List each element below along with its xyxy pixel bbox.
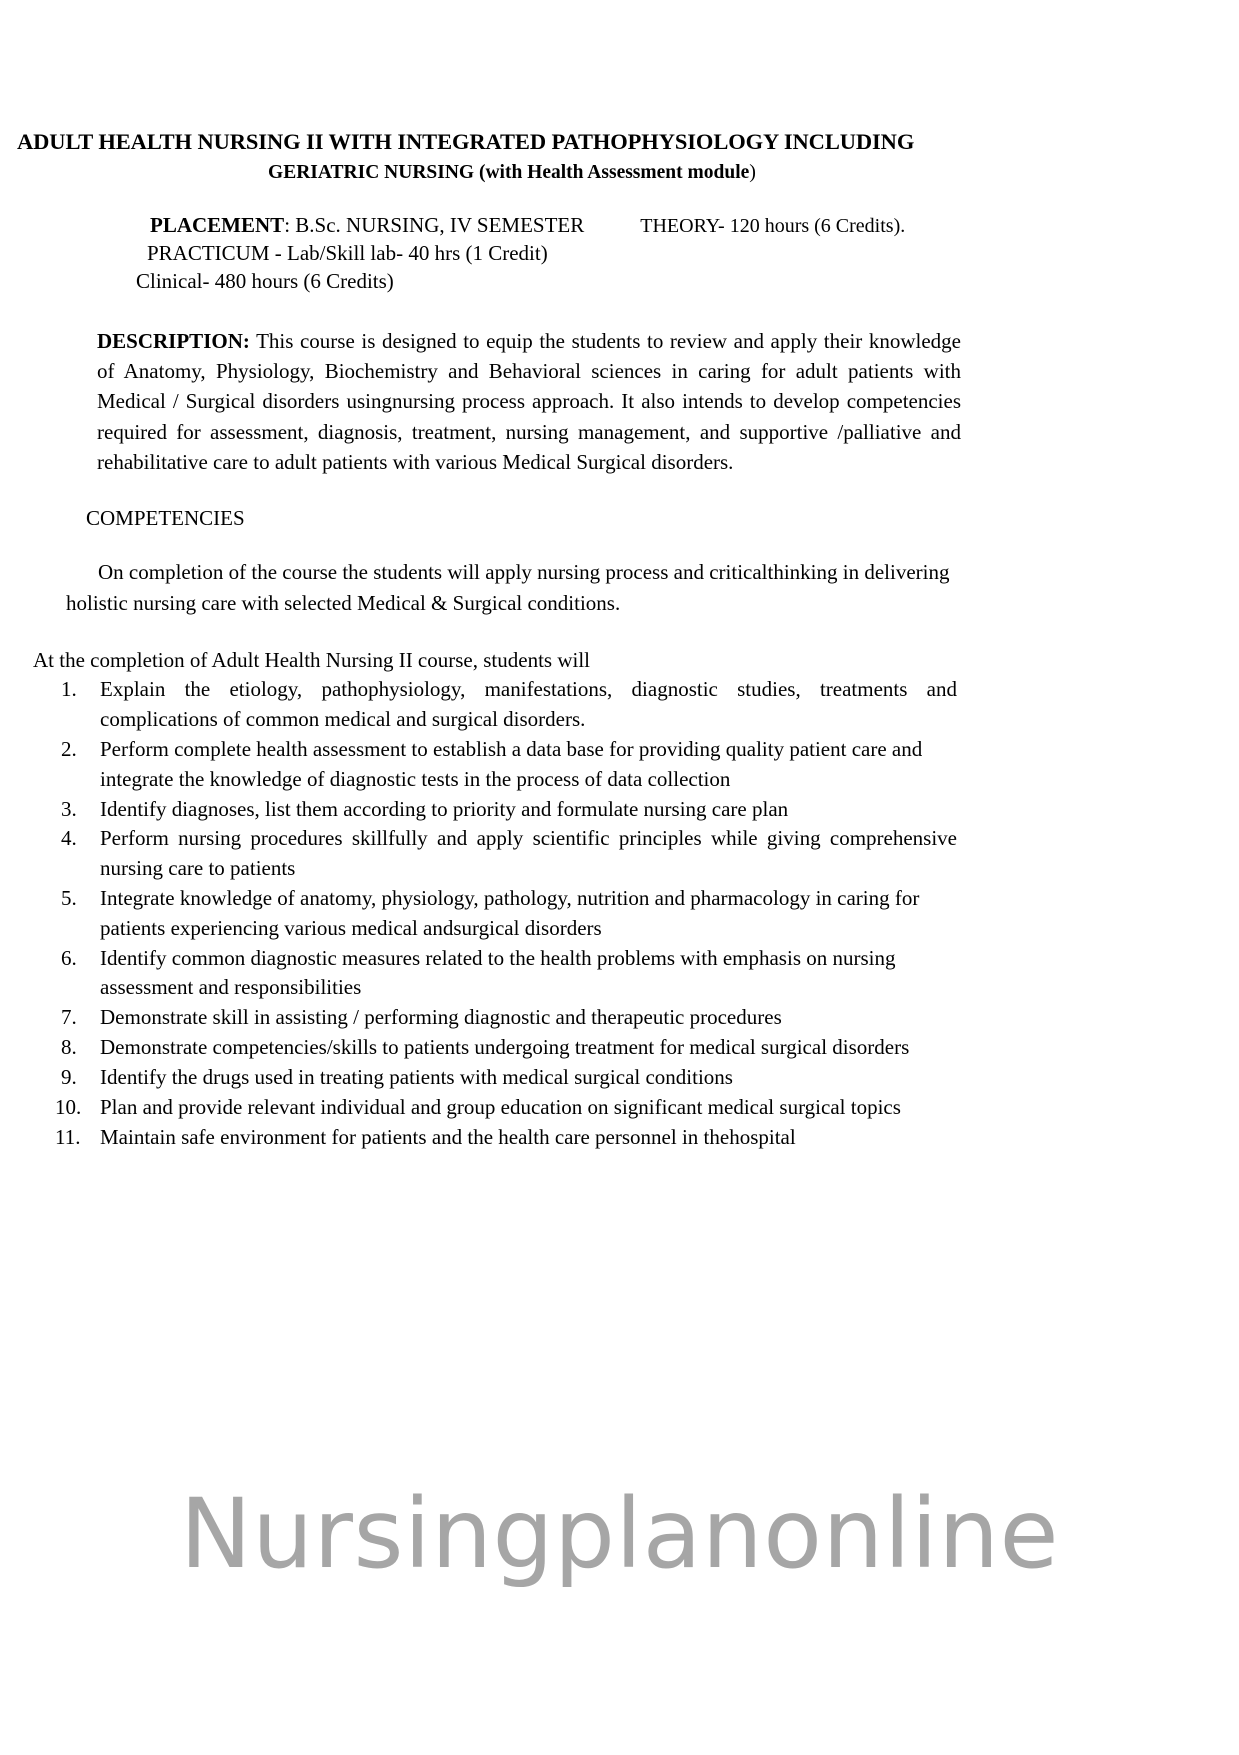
placement-label: PLACEMENT — [150, 212, 285, 237]
placement-row-clinical: Clinical- 480 hours (6 Credits) — [136, 268, 394, 293]
outcomes-list — [0, 675, 1239, 1152]
document-title — [0, 0, 1239, 186]
list-item-number: 7. — [61, 1005, 77, 1030]
list-item — [0, 1123, 1239, 1153]
description-paragraph — [97, 326, 961, 478]
list-item — [0, 824, 1239, 884]
list-item-number: 8. — [61, 1035, 77, 1060]
list-item-text: Plan and provide relevant individual and group education on significant medical surgical topics — [100, 1094, 901, 1119]
list-item-text: Explain the etiology, pathophysiology, manifestations, diagnostic studies, treatments and complications of common medical and surgical disorders. — [100, 677, 957, 732]
list-item — [0, 1093, 1239, 1123]
list-item-text: Identify the drugs used in treating patients with medical surgical conditions — [100, 1064, 733, 1089]
title-line-secondary — [0, 157, 1239, 186]
competencies-heading: COMPETENCIES — [86, 505, 245, 530]
list-item — [0, 944, 1239, 1004]
placement-row-semester — [0, 212, 1239, 240]
list-item-text: Perform complete health assessment to establish a data base for providing quality patient care and integrate the knowledge of diagnostic tests in the process of data collection — [100, 736, 923, 791]
list-item-number: 10. — [55, 1094, 82, 1119]
list-item — [0, 884, 1239, 944]
list-item — [0, 675, 1239, 735]
list-item-text: Integrate knowledge of anatomy, physiology, pathology, nutrition and pharmacology in caring for patients experiencing various medical andsurgical disorders — [100, 886, 920, 940]
list-item-number: 11. — [55, 1124, 81, 1149]
title-paren-close: ) — [749, 160, 756, 183]
list-item-number: 6. — [61, 945, 77, 970]
watermark: Nursingplanonline — [179, 1478, 1060, 1590]
title-module-note: (with Health Assessment module — [478, 161, 750, 183]
list-item-number: 2. — [61, 736, 77, 761]
list-item-number: 5. — [61, 886, 77, 911]
competencies-intro-text: On completion of the course the students will apply nursing process and criticalthinking in delivering holistic nursing care with selected Medical & Surgical conditions. — [66, 560, 950, 615]
list-item — [0, 795, 1239, 825]
list-item — [0, 735, 1239, 795]
placement-theory-hours: THEORY- 120 hours (6 Credits). — [640, 214, 906, 237]
description-body: This course is designed to equip the students to review and apply their knowledge of Anatomy, Physiology, Biochemistry and Behavioral sciences in caring for adult patients with Medical / Surgical disorders usingnursing process approach. It also intends to develop competencies required for assessment, diagnosis, treatment, nursing management, and supportive /palliative and rehabilitative care to adult patients with various Medical Surgical disorders. — [97, 328, 961, 475]
list-item-text: Demonstrate skill in assisting / performing diagnostic and therapeutic procedures — [100, 1005, 782, 1030]
list-item — [0, 1033, 1239, 1063]
list-item-number: 1. — [61, 677, 77, 702]
description-label: DESCRIPTION: — [97, 328, 250, 353]
list-item-text: Demonstrate competencies/skills to patients undergoing treatment for medical surgical disorders — [100, 1035, 910, 1060]
placement-value: : B.Sc. NURSING, IV SEMESTER — [284, 212, 585, 237]
placement-block — [0, 212, 1239, 296]
placement-row-practicum: PRACTICUM - Lab/Skill lab- 40 hrs (1 Credit) — [147, 240, 548, 265]
list-item-number: 4. — [61, 826, 77, 851]
outcomes-intro: At the completion of Adult Health Nursing II course, students will — [33, 647, 590, 672]
title-line-primary: ADULT HEALTH NURSING II WITH INTEGRATED PATHOPHYSIOLOGY INCLUDING — [17, 129, 915, 154]
list-item — [0, 1003, 1239, 1033]
list-item-text: Perform nursing procedures skillfully and apply scientific principles while giving comprehensive nursing care to patients — [100, 826, 957, 881]
list-item-text: Identify common diagnostic measures related to the health problems with emphasis on nursing assessment and responsibilities — [100, 945, 896, 1000]
list-item-number: 3. — [61, 796, 77, 821]
list-item-number: 9. — [61, 1064, 77, 1089]
list-item-text: Identify diagnoses, list them according to priority and formulate nursing care plan — [100, 796, 789, 821]
list-item — [0, 1063, 1239, 1093]
title-subject: GERIATRIC NURSING — [268, 161, 479, 183]
list-item-text: Maintain safe environment for patients and the health care personnel in thehospital — [100, 1124, 796, 1149]
competencies-intro — [66, 557, 959, 618]
